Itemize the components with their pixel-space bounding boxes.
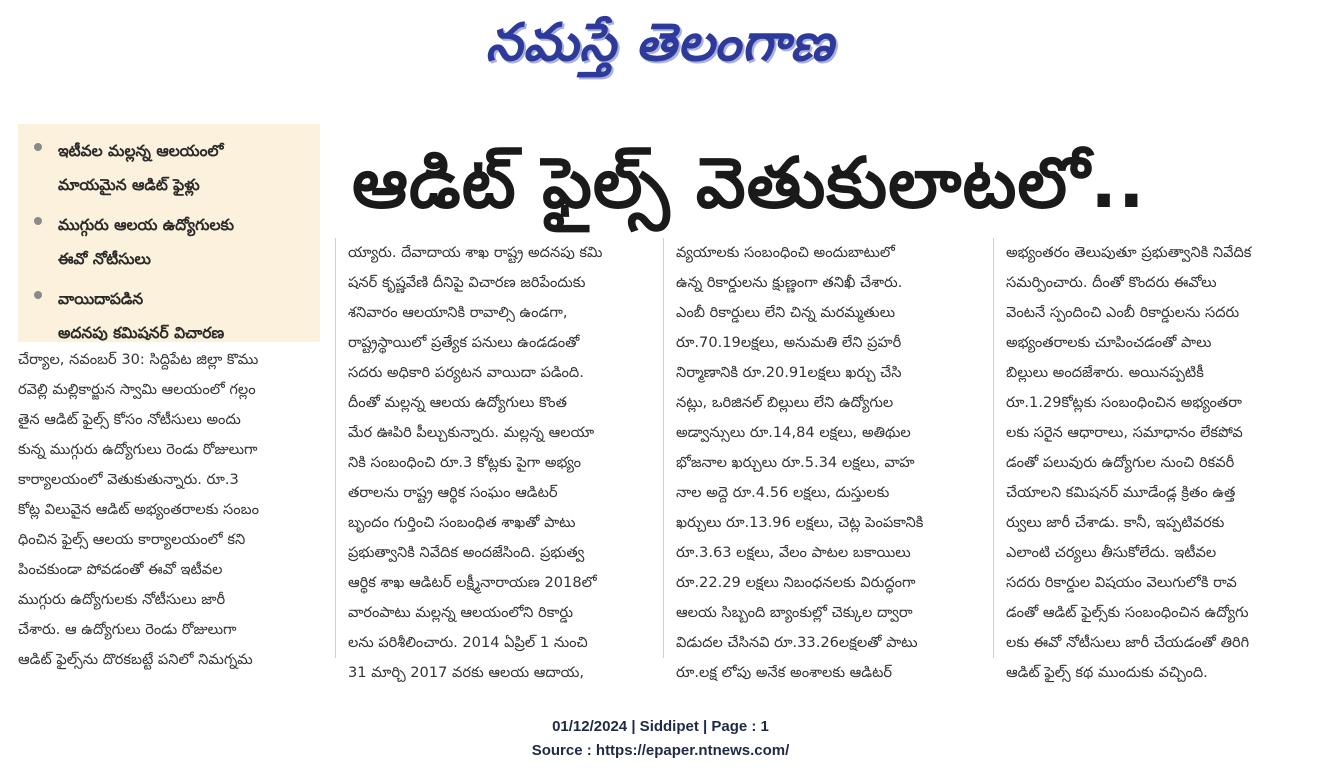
article-text-line: లకు ఈవో నోటీసులు జారీ చేయడంతో తిరిగి — [1006, 634, 1250, 651]
article-text-line: నికి సంబంధించి రూ.3 కోట్లకు పైగా అభ్యం — [348, 454, 582, 471]
article-text-line: మేర ఊపిరి పీల్చుకున్నారు. మల్లన్న ఆలయా — [348, 424, 595, 441]
article-text-line: రూ.22.29 లక్షలు నిబంధనలకు విరుద్ధంగా — [676, 574, 916, 591]
article-text-line: ఖర్చులు రూ.13.96 లక్షలు, చెట్ల పెంపకానికి — [676, 514, 924, 531]
footer-date-edition: 01/12/2024 | Siddipet | Page : 1 — [552, 718, 769, 735]
article-text-line: రూ.1.29కోట్లకు సంబంధించిన అభ్యంతరా — [1006, 394, 1242, 411]
highlight-line: మాయమైన ఆడిట్ ఫైళ్లు — [58, 176, 200, 194]
article-text-line: ఉన్న రికార్డులను క్షుణ్ణంగా తనిఖీ చేశారు. — [676, 274, 903, 291]
article-text-line: వారంపాటు మల్లన్న ఆలయంలోని రికార్డు — [348, 604, 574, 621]
bullet-icon — [34, 217, 42, 225]
column-divider — [663, 238, 664, 658]
article-text-line: రాష్ట్రస్థాయిలో ప్రత్యేక పనులు ఉండడంతో — [348, 334, 580, 351]
article-text-line: చేయాలని కమిషనర్ మూడేండ్ల క్రితం ఉత్త — [1006, 484, 1236, 501]
article-text-line: కోట్ల విలువైన ఆడిట్ అభ్యంతరాలకు సంబం — [18, 501, 259, 518]
article-text-line: సదరు అధికారి పర్యటన వాయిదా పడింది. — [348, 364, 584, 381]
highlights-box — [18, 124, 320, 342]
article-text-line: సమర్పించారు. దీంతో కొందరు ఈవోలు — [1006, 274, 1217, 291]
highlight-item — [32, 282, 312, 350]
article-column-1 — [18, 345, 322, 675]
article-text-line: పించకుండా పోవడంతో ఈవో ఇటీవల — [18, 561, 223, 578]
article-text-line: దీంతో మల్లన్న ఆలయ ఉద్యోగులు కొంత — [348, 394, 567, 411]
article-text-line: 31 మార్చి 2017 వరకు ఆలయ ఆదాయ, — [348, 664, 585, 681]
article-text-line: తరాలను రాష్ట్ర ఆర్థిక సంఘం ఆడిటర్ — [348, 484, 558, 501]
highlight-line: ఇటీవల మల్లన్న ఆలయంలో — [58, 142, 224, 160]
highlight-line: వాయిదాపడిన — [58, 290, 144, 308]
article-text-line: డంతో ఆడిట్ ఫైల్స్‌కు సంబంధించిన ఉద్యోగు — [1006, 604, 1249, 621]
article-text-line: ప్రభుత్వానికి నివేదిక అందజేసింది. ప్రభుత్వ — [348, 544, 585, 561]
article-text-line: కార్యాలయంలో వెతుకుతున్నారు. రూ.3 — [18, 471, 239, 488]
article-text-line: భోజనాల ఖర్చులు రూ.5.34 లక్షలు, వాహ — [676, 454, 915, 471]
article-text-line: రవెల్లి మల్లికార్జున స్వామి ఆలయంలో గల్లం — [18, 381, 256, 398]
article-text-line: చేశారు. ఆ ఉద్యోగులు రెండు రోజులుగా — [18, 621, 237, 638]
article-text-line: శనివారం ఆలయానికి రావాల్సి ఉండగా, — [348, 304, 568, 321]
article-text-line: అభ్యంతరాలకు చూపించడంతో పాలు — [1006, 334, 1212, 351]
article-text-line: ఆర్థిక శాఖ ఆడిటర్ లక్ష్మీనారాయణ 2018లో — [348, 574, 597, 591]
article-text-line: లకు సరైన ఆధారాలు, సమాధానం లేకపోవ — [1006, 424, 1243, 441]
article-text-line: ముగ్గురు ఉద్యోగులకు నోటీసులు జారీ — [18, 591, 226, 608]
article-text-line: డంతో పలువురు ఉద్యోగుల నుంచి రికవరీ — [1006, 454, 1235, 471]
article-text-line: అడ్వాన్సులు రూ.14,84 లక్షలు, అతిథుల — [676, 424, 911, 441]
article-text-line: య్యారు. దేవాదాయ శాఖ రాష్ట్ర అదనపు కమి — [348, 244, 603, 261]
bullet-icon — [34, 291, 42, 299]
column-divider — [335, 238, 336, 658]
article-text-line: ధించిన ఫైల్స్ ఆలయ కార్యాలయంలో కని — [18, 531, 246, 548]
article-text-line: బృందం గుర్తించి సంబంధిత శాఖతో పాటు — [348, 514, 576, 531]
highlight-line: ఈవో నోటీసులు — [58, 250, 151, 268]
article-text-line: ర్వులు జారీ చేశాడు. కానీ, ఇప్పటివరకు — [1006, 514, 1225, 531]
highlight-item — [32, 208, 312, 276]
article-text-line: ఆడిట్ ఫైల్స్‌ను దొరకబట్టే పనిలో నిమగ్నమ — [18, 651, 253, 668]
article-text-line: షనర్ కృష్ణవేణి దీనిపై విచారణ జరిపేందుకు — [348, 274, 586, 291]
highlight-line: అదనపు కమిషనర్ విచారణ — [58, 324, 225, 342]
bullet-icon — [34, 143, 42, 151]
column-divider — [993, 238, 994, 658]
article-text-line: అభ్యంతరం తెలుపుతూ ప్రభుత్వానికి నివేదిక — [1006, 244, 1252, 261]
article-text-line: సదరు రికార్డుల విషయం వెలుగులోకి రావ — [1006, 574, 1237, 591]
article-text-line: బిల్లులు అందజేశారు. అయినప్పటికీ — [1006, 364, 1204, 381]
article-headline: ఆడిట్ ఫైల్స్ వెతుకులాటలో.. — [352, 142, 1146, 224]
article-text-line: రూ.70.19లక్షలు, అనుమతి లేని ప్రహరీ — [676, 334, 902, 351]
article-text-line: వ్యయాలకు సంబంధించి అందుబాటులో — [676, 244, 895, 261]
article-text-line: విడుదల చేసినవి రూ.33.26లక్షలతో పాటు — [676, 634, 918, 651]
article-column-2 — [348, 238, 650, 688]
article-text-line: లను పరిశీలించారు. 2014 ఏప్రిల్ 1 నుంచి — [348, 634, 588, 651]
article-column-4 — [1006, 238, 1306, 688]
highlight-line: ముగ్గురు ఆలయ ఉద్యోగులకు — [58, 216, 234, 234]
newspaper-masthead: నమస్తే తెలంగాణ — [485, 13, 835, 73]
article-text-line: ఆడిట్ ఫైల్స్ కథ ముందుకు వచ్చింది. — [1006, 664, 1208, 681]
article-text-line: ఎంబీ రికార్డులు లేని చిన్న మరమ్మతులు — [676, 304, 896, 321]
footer-source: Source : https://epaper.ntnews.com/ — [531, 742, 790, 759]
article-text-line: నిర్మాణానికి రూ.20.91లక్షలు ఖర్చు చేసి — [676, 364, 902, 381]
article-text-line: నాల అద్దె రూ.4.56 లక్షలు, దుస్తులకు — [676, 484, 890, 501]
article-column-3 — [676, 238, 980, 688]
article-text-line: తైన ఆడిట్ ఫైల్స్ కోసం నోటీసులు అందు — [18, 411, 241, 428]
article-text-line: ఎలాంటి చర్యలు తీసుకోలేదు. ఇటీవల — [1006, 544, 1217, 561]
article-text-line: రూ.లక్ష లోపు అనేక అంశాలకు ఆడిటర్ — [676, 664, 893, 681]
article-text-line: నట్లు, ఒరిజినల్ బిల్లులు లేని ఉద్యోగుల — [676, 394, 894, 411]
article-text-line: వెంటనే స్పందించి ఎంబీ రికార్డులను సదరు — [1006, 304, 1240, 321]
article-text-line: చేర్యాల, నవంబర్ 30: సిద్దిపేట జిల్లా కొము — [18, 351, 259, 368]
highlight-item — [32, 134, 312, 202]
article-text-line: ఆలయ సిబ్బంది బ్యాంకుల్లో చెక్కుల ద్వారా — [676, 604, 913, 621]
article-text-line: రూ.3.63 లక్షలు, వేలం పాటల బకాయిలు — [676, 544, 911, 561]
article-text-line: కున్న ముగ్గురు ఉద్యోగులు రెండు రోజులుగా — [18, 441, 258, 458]
